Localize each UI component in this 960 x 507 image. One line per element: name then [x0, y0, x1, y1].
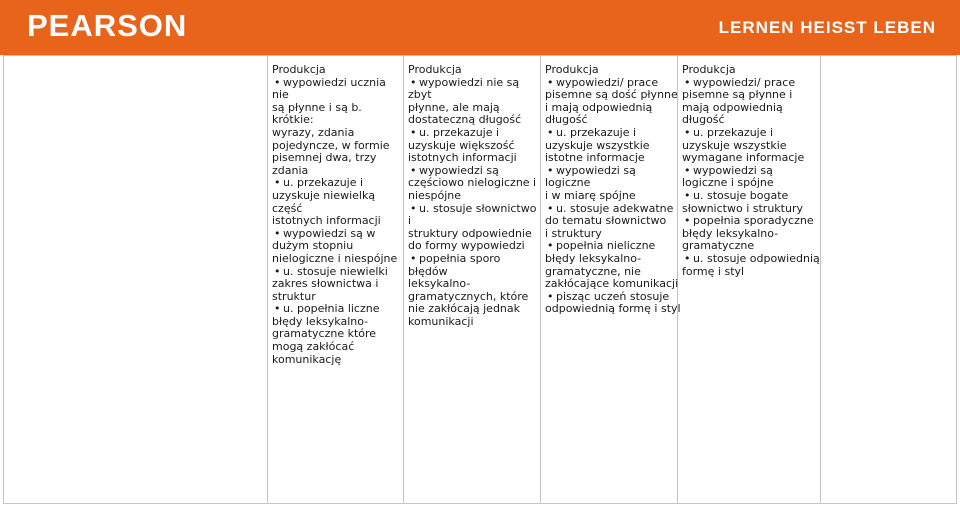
- bullet-icon: •: [410, 75, 417, 89]
- criteria-text: nie zakłócają jednak: [408, 302, 521, 316]
- table-bottom-border: [3, 503, 957, 504]
- bullet-icon: •: [547, 163, 554, 177]
- criteria-text: wymagane informacje: [682, 151, 805, 165]
- criteria-text: leksykalno-: [408, 277, 471, 291]
- criteria-text: u. przekazuje i: [693, 125, 774, 139]
- criteria-text: uzyskuje większość: [408, 138, 515, 152]
- criteria-text: i w miarę spójne: [545, 188, 636, 202]
- bullet-icon: •: [274, 176, 281, 190]
- criteria-text: długość: [545, 113, 588, 127]
- criteria-text: wypowiedzi są: [693, 163, 773, 177]
- criteria-text: u. stosuje adekwatne: [556, 201, 674, 215]
- criteria-text: mogą zakłócać: [272, 340, 355, 354]
- criteria-text: są płynne i są b. krótkie:: [272, 100, 362, 127]
- criteria-text: u. przekazuje i: [556, 125, 637, 139]
- criteria-text: u. przekazuje i: [419, 125, 500, 139]
- criteria-text: wypowiedzi są w: [283, 226, 376, 240]
- criteria-text: uzyskuje wszystkie: [545, 138, 650, 152]
- criteria-text: popełnia nieliczne: [556, 239, 656, 253]
- criteria-list: [408, 77, 542, 329]
- bullet-icon: •: [274, 75, 281, 89]
- criteria-text: uzyskuje niewielką część: [272, 188, 376, 215]
- criteria-text: struktury odpowiednie: [408, 226, 532, 240]
- bullet-icon: •: [547, 201, 554, 215]
- column-title: Produkcja: [545, 63, 599, 76]
- bullet-icon: •: [410, 251, 417, 265]
- criteria-text: i mają odpowiednią: [545, 100, 653, 114]
- criteria-list: [682, 77, 822, 279]
- criteria-text: zdania: [272, 163, 309, 177]
- bullet-icon: •: [684, 214, 691, 228]
- table-right-border: [956, 55, 957, 504]
- criteria-column-3: [545, 64, 681, 316]
- bullet-icon: •: [684, 125, 691, 139]
- criteria-text: u. popełnia liczne: [283, 302, 380, 316]
- criteria-text: błędy leksykalno-: [682, 226, 779, 240]
- criteria-text: wypowiedzi/ prace: [693, 75, 796, 89]
- criteria-text: odpowiednią formę i styl: [545, 302, 681, 316]
- criteria-text: gramatycznych, które: [408, 289, 529, 303]
- bullet-icon: •: [684, 75, 691, 89]
- criteria-text: płynne, ale mają: [408, 100, 500, 114]
- criteria-column-4: [682, 64, 822, 278]
- criteria-line: [272, 190, 404, 215]
- criteria-text: wypowiedzi nie są zbyt: [408, 75, 520, 102]
- criteria-column-2: [408, 64, 542, 328]
- bullet-icon: •: [274, 302, 281, 316]
- bullet-icon: •: [274, 226, 281, 240]
- criteria-text: u. stosuje odpowiednią: [693, 251, 820, 265]
- column-title: Produkcja: [272, 63, 326, 76]
- pearson-logo: PEARSON: [27, 8, 188, 43]
- tagline: LERNEN HEISST LEBEN: [718, 18, 936, 37]
- column-title: Produkcja: [682, 63, 736, 76]
- criteria-bullet-line: [408, 77, 542, 102]
- criteria-text: mają odpowiednią: [682, 100, 783, 114]
- bullet-icon: •: [684, 188, 691, 202]
- criteria-text: wyrazy, zdania: [272, 125, 355, 139]
- bullet-icon: •: [547, 289, 554, 303]
- criteria-text: zakłócające komunikacji: [545, 277, 679, 291]
- column-title: Produkcja: [408, 63, 462, 76]
- criteria-text: popełnia sporo błędów: [408, 251, 501, 278]
- criteria-text: błędy leksykalno-: [545, 251, 642, 265]
- bullet-icon: •: [410, 163, 417, 177]
- criteria-text: struktur: [272, 289, 316, 303]
- criteria-bullet-line: [545, 165, 681, 190]
- criteria-text: pisemnej dwa, trzy: [272, 151, 377, 165]
- criteria-text: do tematu słownictwo: [545, 214, 667, 228]
- criteria-text: wypowiedzi są logiczne: [545, 163, 636, 190]
- criteria-text: dużym stopniu: [272, 239, 354, 253]
- criteria-text: u. stosuje niewielki: [283, 264, 388, 278]
- bullet-icon: •: [410, 201, 417, 215]
- table-top-border: [3, 55, 957, 56]
- criteria-text: komunikacji: [408, 314, 474, 328]
- criteria-text: istotnych informacji: [408, 151, 517, 165]
- criteria-text: pisząc uczeń stosuje: [556, 289, 670, 303]
- criteria-text: zakres słownictwa i: [272, 277, 379, 291]
- criteria-line: [682, 266, 822, 279]
- bullet-icon: •: [684, 251, 691, 265]
- criteria-text: słownictwo i struktury: [682, 201, 803, 215]
- criteria-text: u. przekazuje i: [283, 176, 364, 190]
- criteria-text: nielogiczne i niespójne: [272, 251, 398, 265]
- criteria-text: wypowiedzi są: [419, 163, 499, 177]
- criteria-text: gramatyczne: [682, 239, 755, 253]
- pearson-header-bar: [0, 0, 960, 55]
- criteria-text: uzyskuje wszystkie: [682, 138, 787, 152]
- criteria-text: gramatyczne, nie: [545, 264, 641, 278]
- criteria-text: formę i styl: [682, 264, 745, 278]
- criteria-text: u. stosuje słownictwo i: [408, 201, 537, 228]
- criteria-list: [545, 77, 681, 316]
- bullet-icon: •: [684, 163, 691, 177]
- criteria-text: logiczne i spójne: [682, 176, 774, 190]
- criteria-bullet-line: [272, 77, 404, 102]
- column-divider: [267, 55, 268, 504]
- criteria-text: pisemne są dość płynne: [545, 88, 678, 102]
- criteria-text: istotne informacje: [545, 151, 645, 165]
- criteria-line: [408, 316, 542, 329]
- criteria-line: [272, 354, 404, 367]
- bullet-icon: •: [410, 125, 417, 139]
- criteria-text: pojedyncze, w formie: [272, 138, 390, 152]
- criteria-text: błędy leksykalno-: [272, 314, 369, 328]
- criteria-line: [272, 102, 404, 127]
- criteria-text: popełnia sporadyczne: [693, 214, 814, 228]
- criteria-text: gramatyczne które: [272, 327, 377, 341]
- criteria-bullet-line: [408, 253, 542, 278]
- criteria-text: u. stosuje bogate: [693, 188, 789, 202]
- criteria-text: komunikację: [272, 352, 342, 366]
- criteria-text: dostateczną długość: [408, 113, 522, 127]
- bullet-icon: •: [547, 75, 554, 89]
- criteria-text: długość: [682, 113, 725, 127]
- criteria-text: wypowiedzi/ prace: [556, 75, 659, 89]
- criteria-text: do formy wypowiedzi: [408, 239, 525, 253]
- criteria-list: [272, 77, 404, 367]
- criteria-text: i struktury: [545, 226, 602, 240]
- criteria-text: istotnych informacji: [272, 214, 381, 228]
- bullet-icon: •: [274, 264, 281, 278]
- criteria-bullet-line: [408, 203, 542, 228]
- criteria-text: częściowo nielogiczne i: [408, 176, 537, 190]
- bullet-icon: •: [547, 125, 554, 139]
- criteria-text: wypowiedzi ucznia nie: [272, 75, 386, 102]
- table-left-border: [3, 55, 4, 504]
- criteria-line: [545, 303, 681, 316]
- criteria-text: pisemne są płynne i: [682, 88, 793, 102]
- criteria-text: niespójne: [408, 188, 462, 202]
- criteria-column-1: [272, 64, 404, 366]
- bullet-icon: •: [547, 239, 554, 253]
